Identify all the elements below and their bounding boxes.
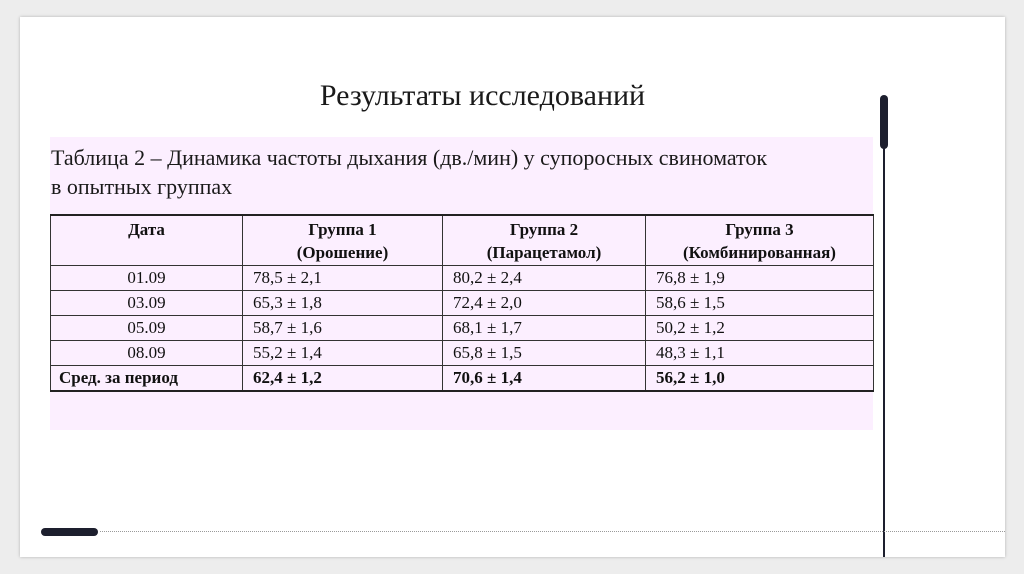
cell-group-3: 76,8 ± 1,9 [646,266,874,291]
cell-date: 01.09 [51,266,243,291]
slide-title: Результаты исследований [319,79,646,112]
header-group-1 [243,215,443,266]
summary-row [51,366,874,392]
header-group-3-sublabel: (Комбинированная) [683,243,836,262]
summary-group-1: 62,4 ± 1,2 [243,366,443,392]
header-group-3-label: Группа 3 [725,220,794,239]
vertical-accent-line [883,147,885,557]
cell-group-2: 72,4 ± 2,0 [443,291,646,316]
horizontal-accent-bar [41,528,98,536]
cell-group-2: 65,8 ± 1,5 [443,341,646,366]
summary-group-3: 56,2 ± 1,0 [646,366,874,392]
cell-group-2: 80,2 ± 2,4 [443,266,646,291]
results-table [50,214,874,392]
dotted-divider [100,531,1005,532]
cell-group-1: 65,3 ± 1,8 [243,291,443,316]
table-header-row [51,215,874,266]
header-group-1-sublabel: (Орошение) [296,243,389,262]
header-group-3 [646,215,874,266]
cell-group-3: 58,6 ± 1,5 [646,291,874,316]
cell-date: 08.09 [51,341,243,366]
header-group-1-label: Группа 1 [308,220,377,239]
table-row [51,341,874,366]
header-group-2-label: Группа 2 [509,220,579,239]
cell-date: 03.09 [51,291,243,316]
table-row [51,266,874,291]
slide [20,17,1005,557]
cell-group-3: 50,2 ± 1,2 [646,316,874,341]
cell-date: 05.09 [51,316,243,341]
table-caption-line-1: Таблица 2 – Динамика частоты дыхания (дв./мин) у супоросных свиноматок [51,145,768,170]
header-group-2 [443,215,646,266]
cell-group-3: 48,3 ± 1,1 [646,341,874,366]
summary-group-2: 70,6 ± 1,4 [443,366,646,392]
table-caption [50,143,874,201]
cell-group-1: 55,2 ± 1,4 [243,341,443,366]
header-date [51,215,243,266]
header-group-2-sublabel: (Парацетамол) [486,243,602,262]
table-panel [50,137,873,430]
vertical-accent-bar [880,95,888,149]
header-date-label: Дата [128,220,165,239]
summary-label: Сред. за период [51,366,243,392]
table-row [51,316,874,341]
cell-group-1: 58,7 ± 1,6 [243,316,443,341]
table-row [51,291,874,316]
cell-group-1: 78,5 ± 2,1 [243,266,443,291]
table-caption-line-2: в опытных группах [51,174,233,199]
cell-group-2: 68,1 ± 1,7 [443,316,646,341]
